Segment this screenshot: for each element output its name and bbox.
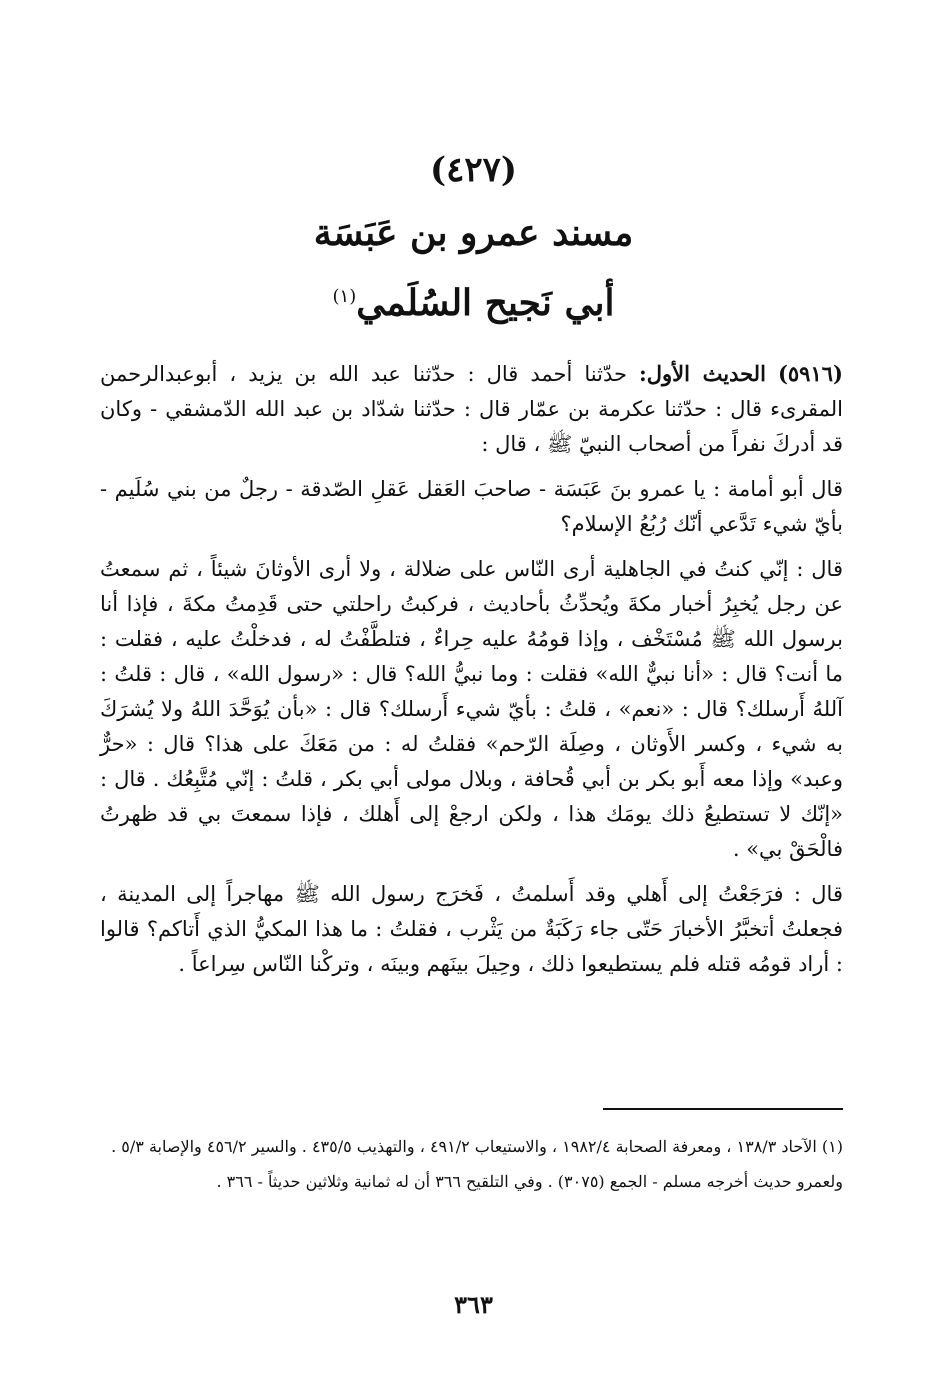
hadith-paragraph-text: حدّثنا أحمد قال : حدّثنا عبد الله بن يزيد ، أبوعبدالرحمن المقرىء قال : حدّثنا عكرمة بن عمّار قال : حدّثنا شدّاد بن عبد الله الدّمشقي - وكان قد أدركَ نفراً من أصحاب النبيّ ﷺ ، قال : xyxy=(100,362,843,456)
hadith-paragraph: قال أبو أمامة : يا عمرو بنَ عَبَسَة - صاحبَ العَقل عَقلِ الصّدقة - رجلٌ من بني سُلَيم - بأيّ شيء تَدَّعي أنّك رُبُعُ الإسلام؟ xyxy=(100,477,843,536)
footnotes xyxy=(100,1132,843,1202)
hadith-paragraph xyxy=(100,356,843,462)
footnote-item: (١) الآحاد ١٣٨/٣ ، ومعرفة الصحابة ١٩٨٢/٤ ، والاستيعاب ٤٩١/٢ ، والتهذيب ٤٣٥/٥ . والسير ٤٥٦/٢ والإصابة ٥/٣ . xyxy=(111,1137,843,1156)
musnad-title: مسند عمرو بن عَبَسَة xyxy=(313,212,634,254)
page-number: ٣٦٣ xyxy=(454,1290,493,1319)
footnote-item: ولعمرو حديث أخرجه مسلم - الجمع (٣٠٧٥) . وفي التلقيح ٣٦٦ أن له ثمانية وثلاثين حديثاً - ٣٦٦ . xyxy=(216,1172,843,1191)
hadith-paragraph: قال : إنّي كنتُ في الجاهلية أرى النّاس على ضلالة ، ولا أرى الأوثانَ شيئاً ، ثم سمعتُ عن رجل يُخبِرُ أخبار مكةَ ويُحدِّثُ بأحاديث ، فركبتُ راحلتي حتى قَدِمتُ مكةَ ، فإذا أنا برسول الله ﷺ مُسْتَخْف ، وإذا قومُهُ عليه حِراءٌ ، فتلطَّفْتُ له ، فدخلْتُ عليه ، فقلت : ما أنت؟ قال : «أنا نبيٌّ الله» فقلت : وما نبيُّ الله؟ قال : «رسول الله» ، قال : قلتُ : آللهُ أَرسلك؟ قال : «نعم» ، قلتُ : بأيّ شيء أَرسلك؟ قال : «بأن يُوَحَّدَ اللهُ ولا يُشرَكَ به شيء ، وكسر الأَوثان ، وصِلَة الرّحم» فقلتُ له : من مَعَكَ على هذا؟ قال : «حرٌّ وعبد» وإذا معه أَبو بكر بن أبي قُحافة ، وبلال مولى أبي بكر ، قلتُ : إنّي مُتَّبِعُك . قال : «إنّك لا تستطيعُ ذلك يومَك هذا ، ولكن ارجعْ إلى أَهلك ، فإذا سمعتَ بي قد ظهرتُ فالْحَقْ بي» . xyxy=(100,557,843,861)
hadith-paragraph: قال : فرَجَعْتُ إلى أَهلي وقد أَسلمتُ ، فَخرَج رسول الله ﷺ مهاجراً إلى المدينة ، فجعلتُ أتخبَّرُ الأخبارَ حَتّى جاء رَكَبَةٌ من يَثْرب ، فقلتُ : ما هذا المكيُّ الذي أَتاكم؟ قالوا : أراد قومُه قتله فلم يستطيعوا ذلك ، وحِيلَ بينَهم وبينَه ، وتركْنا النّاس سِراعاً . xyxy=(100,882,843,976)
chapter-number: (٤٢٧) xyxy=(430,150,517,190)
hadith-number: (٥٩١٦) xyxy=(777,361,843,386)
musnad-subtitle-text: أبي نَجيح السُلَمي xyxy=(356,282,615,324)
title-footnote-mark[interactable]: (١) xyxy=(332,286,357,307)
footnote-separator xyxy=(603,1108,843,1110)
musnad-subtitle xyxy=(0,282,947,324)
hadith-label: الحديث الأول: xyxy=(639,361,766,386)
hadith-body xyxy=(100,356,843,992)
